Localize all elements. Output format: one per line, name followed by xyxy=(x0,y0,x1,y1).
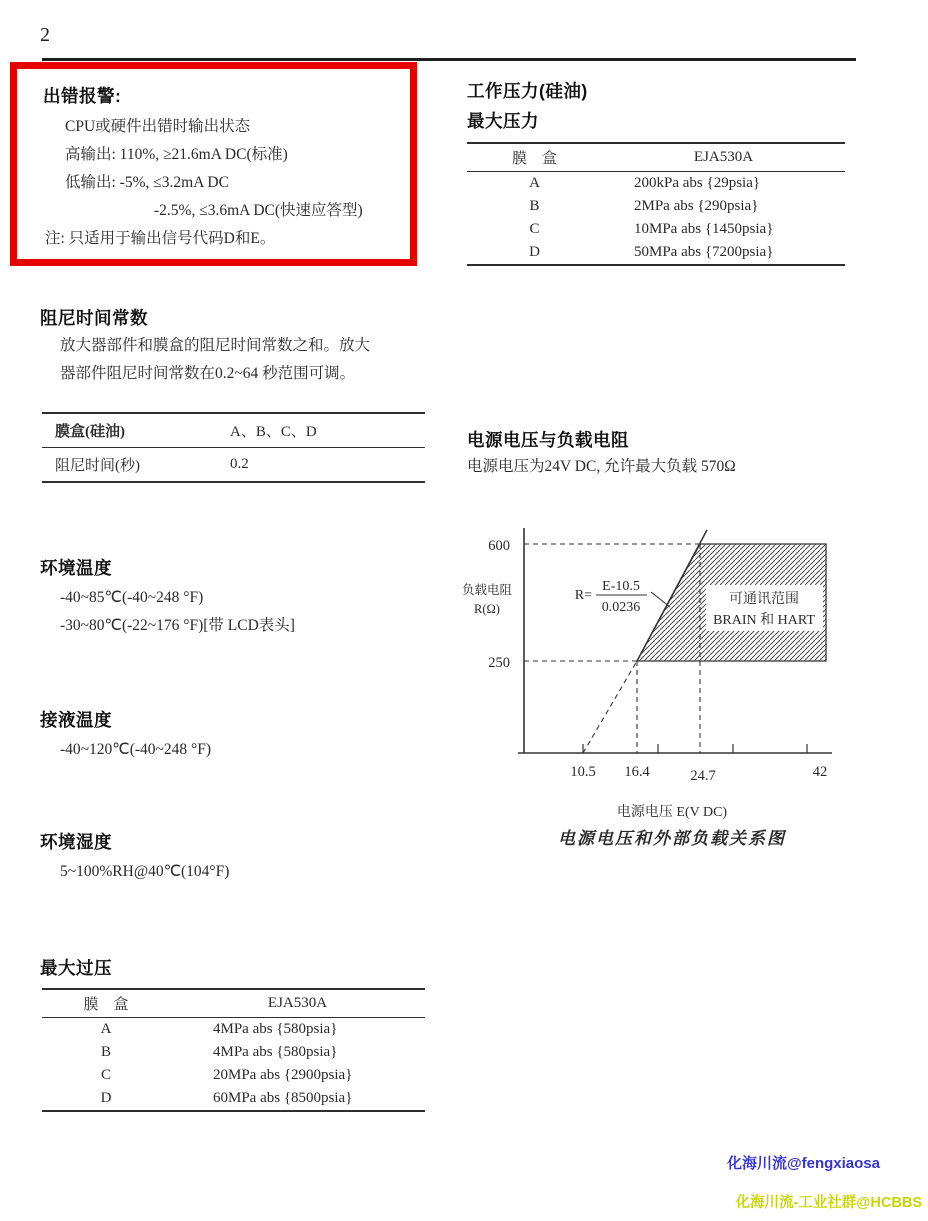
watermark-forum-user: 化海川流@fengxiaosa xyxy=(727,1155,880,1172)
formula-pointer-line xyxy=(651,592,670,607)
ambient-temperature-line1: -40~85℃(-40~248 °F) xyxy=(60,589,204,606)
col-header-capsule: 膜 盒 xyxy=(467,143,602,172)
error-alarm-line-high: 高输出: 110%, ≥21.6mA DC(标准) xyxy=(65,146,288,163)
ambient-temperature-title: 环境温度 xyxy=(40,558,112,578)
process-temperature-title: 接液温度 xyxy=(40,710,112,730)
page-number: 2 xyxy=(40,24,50,46)
ambient-humidity-line1: 5~100%RH@40℃(104°F) xyxy=(60,863,230,880)
error-alarm-title: 出错报警: xyxy=(43,86,122,106)
formula-denominator: 0.0236 xyxy=(601,600,641,615)
load-resistance-chart xyxy=(455,515,885,860)
error-alarm-line-low: 低输出: -5%, ≤3.2mA DC xyxy=(65,174,229,191)
cell-capsule: A xyxy=(529,175,540,191)
watermark-forum-site: 化海川流-工业社群@HCBBS xyxy=(735,1195,922,1211)
table-row xyxy=(42,1087,425,1111)
table-row xyxy=(42,1018,425,1042)
region-label-line1: 可通讯范围 xyxy=(729,592,799,607)
cell-capsule: D xyxy=(100,1090,112,1106)
cell-value: 0.2 xyxy=(230,456,249,472)
cell-value: 20MPa abs {2900psia} xyxy=(213,1067,353,1083)
power-supply-title: 电源电压与负载电阻 xyxy=(467,430,629,450)
y-tick-label-600: 600 xyxy=(488,538,510,554)
cell-label: 膜盒(硅油) xyxy=(42,413,230,448)
process-temperature-line1: -40~120℃(-40~248 °F) xyxy=(60,741,212,758)
table-row xyxy=(42,448,425,483)
y-axis-label-line2: R(Ω) xyxy=(474,602,500,616)
x-tick-label-10.5: 10.5 xyxy=(570,764,596,780)
table-row xyxy=(42,1041,425,1064)
table-header-row xyxy=(467,143,845,172)
col-header-model: EJA530A xyxy=(602,143,845,172)
cell-value: 10MPa abs {1450psia} xyxy=(634,221,774,237)
cell-capsule: A xyxy=(100,1021,112,1037)
cell-capsule: C xyxy=(529,221,540,237)
cell-capsule: B xyxy=(529,198,540,214)
cell-capsule: D xyxy=(529,244,540,260)
ambient-temperature-line2: -30~80℃(-22~176 °F)[带 LCD表头] xyxy=(60,617,295,634)
col-header-model: EJA530A xyxy=(170,989,425,1018)
working-pressure-table xyxy=(467,142,845,266)
x-axis-label: 电源电压 E(V DC) xyxy=(616,805,728,820)
ambient-humidity-title: 环境湿度 xyxy=(40,832,112,852)
error-alarm-note: 注: 只适用于输出信号代码D和E。 xyxy=(45,230,276,247)
working-pressure-title: 工作压力(硅油) xyxy=(467,81,588,101)
cell-value: 2MPa abs {290psia} xyxy=(634,198,759,214)
y-axis-label-line1: 负载电阻 xyxy=(461,583,513,597)
cell-capsule: B xyxy=(100,1044,111,1060)
cell-capsule: C xyxy=(100,1067,111,1083)
power-supply-body: 电源电压为24V DC, 允许最大负载 570Ω xyxy=(467,458,736,475)
x-tick-label-16.4: 16.4 xyxy=(624,764,650,780)
error-alarm-line-low2: -2.5%, ≤3.6mA DC(快速应答型) xyxy=(154,202,363,219)
table-row xyxy=(467,172,845,196)
table-row xyxy=(467,218,845,241)
damping-title: 阻尼时间常数 xyxy=(40,308,148,328)
y-tick-label-250: 250 xyxy=(488,655,510,671)
damping-body-line1: 放大器部件和膜盒的阻尼时间常数之和。放大 xyxy=(60,337,371,354)
error-alarm-highlight-box xyxy=(10,62,417,266)
max-pressure-subtitle: 最大压力 xyxy=(467,111,539,131)
table-row xyxy=(467,241,845,265)
damping-table xyxy=(42,412,425,483)
x-tick-label-42: 42 xyxy=(812,764,828,780)
table-row xyxy=(42,1064,425,1087)
table-header-row xyxy=(42,989,425,1018)
col-header-capsule: 膜 盒 xyxy=(42,989,170,1018)
cell-value: 60MPa abs {8500psia} xyxy=(213,1090,353,1106)
header-rule xyxy=(42,58,856,61)
cell-value: 4MPa abs {580psia} xyxy=(213,1021,338,1037)
damping-body-line2: 器部件阻尼时间常数在0.2~64 秒范围可调。 xyxy=(60,365,356,382)
x-tick-label-24.7: 24.7 xyxy=(690,768,716,784)
boundary-line-dashed xyxy=(583,661,637,753)
cell-label: 阻尼时间(秒) xyxy=(55,458,140,474)
cell-value: A、B、C、D xyxy=(230,413,425,448)
cell-value: 50MPa abs {7200psia} xyxy=(634,244,774,260)
max-overpressure-table xyxy=(42,988,425,1112)
formula-lhs: R= xyxy=(574,588,592,603)
cell-value: 200kPa abs {29psia} xyxy=(634,175,761,191)
error-alarm-line-cpu: CPU或硬件出错时输出状态 xyxy=(65,118,251,135)
max-overpressure-title: 最大过压 xyxy=(40,958,112,978)
table-row xyxy=(42,413,425,448)
chart-caption: 电源电压和外部负载关系图 xyxy=(558,829,786,848)
table-row xyxy=(467,195,845,218)
region-label-line2: BRAIN 和 HART xyxy=(713,613,815,628)
cell-value: 4MPa abs {580psia} xyxy=(213,1044,338,1060)
formula-numerator: E-10.5 xyxy=(602,579,640,594)
